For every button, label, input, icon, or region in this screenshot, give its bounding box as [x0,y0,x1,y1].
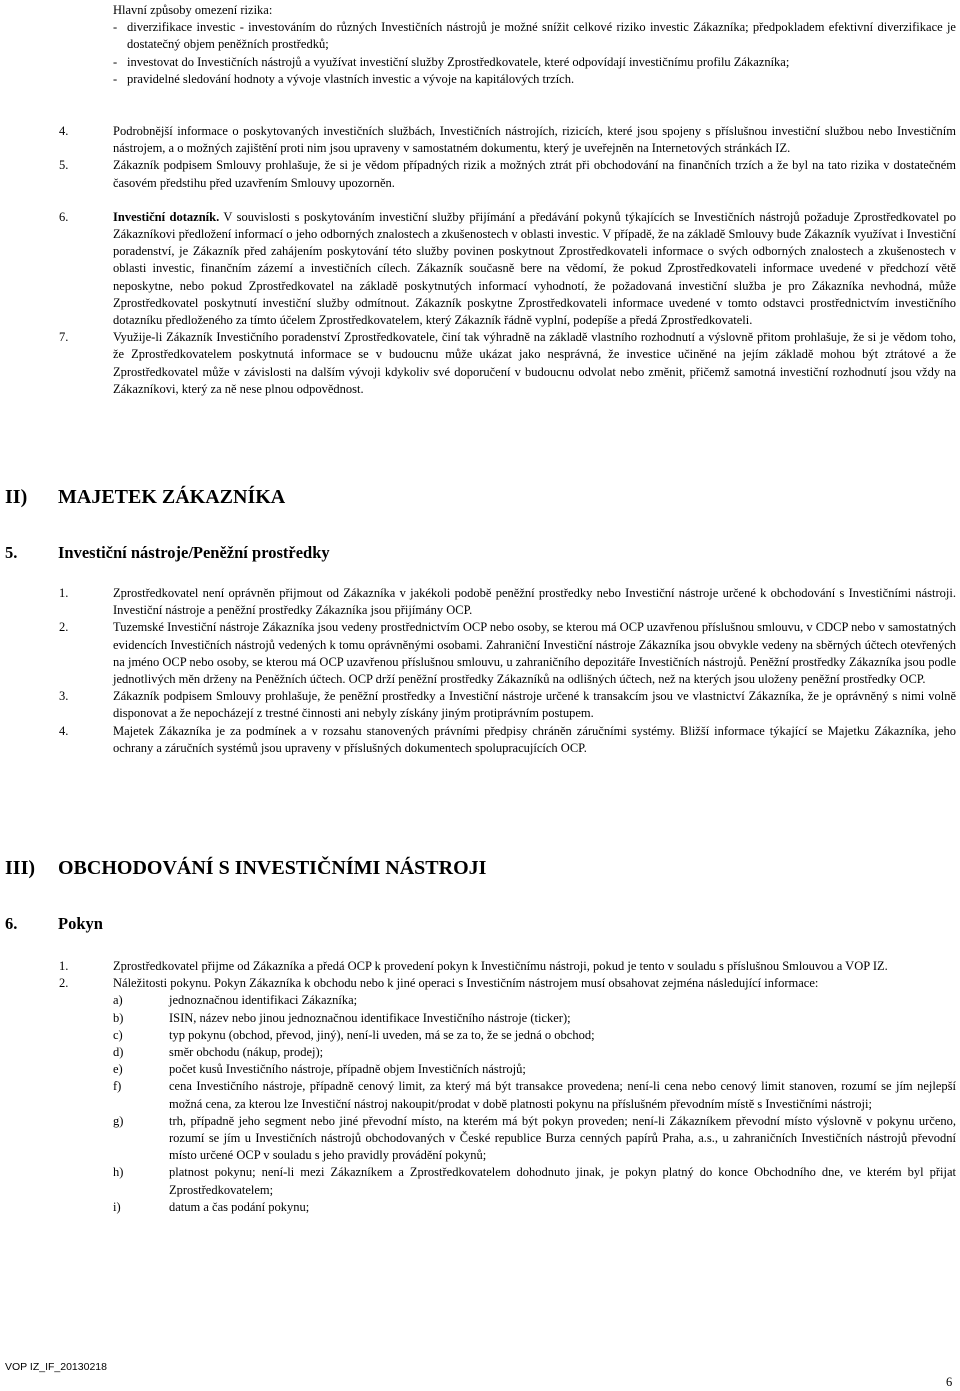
paragraph-number: 6. [59,209,69,224]
paragraph-number: 3. [59,689,69,704]
list-item [113,1010,956,1027]
paragraph-text: Tuzemské Investiční nástroje Zákazníka jsou vedeny prostřednictvím OCP nebo osoby, se kterou má OCP uzavřenou příslušnou smlouvu, v CDCP nebo v samostatných evidencích Investičních nástrojů vedených k tomu oprávněnými osobami. Zahraniční Investiční nástroje Zákazníka jsou obvykle vedeny na sběrných účtech otevřených na jméno OCP nebo osoby, se kterou má OCP uzavřenou příslušnou smlouvu, u zahraničního depozitáře Investičních nástrojů. Peněžní prostředky Zákazníka jsou podle jednotlivých měn drženy na Peněžních účtech. OCP drží peněžní prostředky Zákazníků na odlišných účtech, než na kterých jsou uloženy peněžní prostředky OCP. [113,620,956,687]
paragraph-number: 4. [59,124,69,138]
list-item [113,1027,956,1044]
paragraph-text: Využije-li Zákazník Investičního poradenství Zprostředkovatele, činí tak výhradně na základě vlastního rozhodnutí a výslovně přitom prohlašuje, že si je vědom toho, že Zprostředkovatelem poskytnutá informace se v budoucnu může ukázat jako nesprávná, že investice učiněné na jejím základě mohou být ztrátové a že Zprostředkovatel může v závislosti na dalším vývoji kdykoliv své doporučení v budoucnu odvolat nebo změnit, přičemž samotná investiční rozhodnutí jsou vždy na Zákazníkovi, který za ně nese plnou odpovědnost. [113,330,956,396]
list-item-text: typ pokynu (obchod, převod, jiný), není-li uveden, má se za to, že se jedná o obchod; [169,1027,595,1042]
dash-marker: - [113,54,118,69]
list-item-text: cena Investičního nástroje, případně cenový limit, za který má být transakce provedena; není-li cena nebo cenový limit stanoven, rozumí se jím nejlepší možná cena, za kterou lze Investiční nástroj nakoupit/prodat v době platnosti pokynu na příslušném převodním místě s Investičními nástroji; [169,1079,956,1111]
subsection-title: Investiční nástroje/Peněžní prostředky [58,543,330,562]
roman-numeral: III) [5,857,36,879]
list-item [113,1199,956,1216]
subsection-heading [5,914,103,934]
paragraph-text: Zákazník podpisem Smlouvy prohlašuje, že peněžní prostředky a Investiční nástroje určené k transakcím jsou ve vlastnictví Zákazníka, že je oprávněný s nimi volně disponovat a že nepocházejí z trestné činnosti ani nebyly získány jiným protiprávním postupem. [113,689,956,721]
numbered-paragraph [59,329,956,398]
section-title: OBCHODOVÁNÍ S INVESTIČNÍMI NÁSTROJI [58,857,487,879]
list-item-text: směr obchodu (nákup, prodej); [169,1045,324,1060]
paragraph-text [113,209,956,329]
subsection-number: 6. [5,914,18,933]
list-item-text: pravidelné sledování hodnoty a vývoje vlastních investic a vývoje na kapitálových trzích. [127,71,575,86]
list-item [113,1061,956,1078]
paragraph-text: Zákazník podpisem Smlouvy prohlašuje, že si je vědom případných rizik a možných ztrát při obchodování na finančních trzích a že byl na tato rizika v dostatečném časovém předstihu před uzavřením Smlouvy upozorněn. [113,158,956,190]
numbered-paragraph [59,209,956,329]
section-III-items [59,958,956,1216]
numbered-paragraph [59,975,956,992]
letter-marker: g) [113,1113,124,1128]
list-item-text: počet kusů Investičního nástroje, případně objem Investičních nástrojů; [169,1062,526,1077]
section-II-items [59,585,956,757]
subsection-heading [5,543,330,563]
paragraph-number: 1. [59,586,69,600]
paragraph-text: Zprostředkovatel přijme od Zákazníka a předá OCP k provedení pokyn k Investičnímu nástroji, pokud je tento v souladu s příslušnou Smlouvou a VOP IZ. [113,959,888,973]
paragraph-number: 1. [59,959,69,973]
list-item [113,992,956,1009]
list-item-text: diverzifikace investic - investováním do různých Investičních nástrojů je možné snížit celkové riziko investic Zákazníka; předpokladem efektivní diverzifikace je dostatečný objem peněžních prostředků; [127,20,956,52]
paragraph-text: Majetek Zákazníka je za podmínek a v rozsahu stanovených právními předpisy chráněn záručními systémy. Bližší informace týkající se Majetku Zákazníka, jeho ochrany a záručních systémů jsou upraveny v příslušných dokumentech spolupracujících OCP. [113,723,956,755]
page-number: 6 [946,1375,953,1389]
list-item [113,1164,956,1198]
list-item-text: platnost pokynu; není-li mezi Zákazníkem a Zprostředkovatelem dohodnuto jinak, je pokyn platný do konce Obchodního dne, ve kterém byl přijat Zprostředkovatelem; [169,1165,956,1197]
list-item [113,71,956,88]
list-item-text: datum a čas podání pokynu; [169,1199,310,1214]
section-heading [5,485,285,509]
risk-block [113,2,956,88]
roman-numeral: II) [5,486,28,508]
numbered-paragraph [59,958,956,975]
paragraph-bold-lead: Investiční dotazník. [113,209,220,224]
paragraph-body: V souvislosti s poskytováním investiční služby přijímání a předávání pokynů týkajících se Investičních nástrojů požaduje Zprostředkovatel po Zákazníkovi předložení informací o jeho odborných znalostech a zkušenostech v oblasti investic. V případě, že na základě Smlouvy bude Zákazník využívat i Investiční poradenství, je Zákazník před zahájením poskytování této služby povinen poskytnout Zprostředkovateli informace o svých odborných znalostech a zkušenostech v oblasti investic, finančním zázemí a investičních cílech. Zákazník současně bere na vědomí, že pokud Zprostředkovateli informace uvedené v předchozí větě neposkytne, nebo pokud Zprostředkovatel na základě poskytnutých informací vyhodnotí, že požadovaná investiční služba je pro Zákazníka nevhodná, může Zprostředkovatel poskytnutí investiční služby odmítnout. Zákazník poskytne Zprostředkovateli informace uvedené v tomto odstavci prostřednictvím investičního dotazníku předloženého za tímto účelem Zprostředkovatelem, který Zákazník řádně vyplní, podepíše a předá Zprostředkovateli. [113,209,956,328]
paragraph-text: Zprostředkovatel není oprávněn přijmout od Zákazníka v jakékoli podobě peněžní prostředky nebo Investiční nástroje určené k obchodování s Investičními nástroji. Investiční nástroje a peněžní prostředky Zákazníka jsou přijímány OCP. [113,586,956,618]
list-item-text: trh, případně jeho segment nebo jiné převodní místo, na kterém má být pokyn proveden; není-li Zákazníkem převodní místo výslovně v pokynu určeno, rozumí se jím u Investičních nástrojů obchodovaných v České republice Burza cenných papírů Praha, a.s., u zahraničních Investičních nástrojů převodní místo určené OCP v souladu s jeho pravidly provádění pokynů; [169,1113,956,1163]
letter-marker: e) [113,1062,123,1077]
list-item [113,1078,956,1112]
list-item [113,54,956,71]
list-item-text: ISIN, název nebo jinou jednoznačnou identifikace Investičního nástroje (ticker); [169,1010,571,1025]
risk-heading: Hlavní způsoby omezení rizika: [113,3,273,17]
list-item [113,1113,956,1165]
numbered-paragraph [59,585,956,619]
paragraph-text: Náležitosti pokynu. Pokyn Zákazníka k obchodu nebo k jiné operaci s Investičním nástrojem musí obsahovat zejména následující informace: [113,976,819,991]
list-item-text: jednoznačnou identifikaci Zákazníka; [169,993,358,1008]
letter-marker: b) [113,1010,124,1025]
letter-marker: f) [113,1079,122,1094]
dash-marker: - [113,71,118,86]
numbered-paragraph [59,619,956,688]
numbered-paragraph [59,123,956,157]
section-I-items [59,123,956,398]
letter-list [59,992,956,1216]
list-item [113,19,956,53]
letter-marker: h) [113,1165,124,1180]
letter-marker: a) [113,993,123,1008]
letter-marker: i) [113,1199,121,1214]
dash-marker: - [113,20,118,35]
subsection-title: Pokyn [58,914,103,933]
paragraph-number: 2. [59,976,69,991]
paragraph-number: 5. [59,158,69,173]
paragraph-number: 2. [59,620,69,635]
letter-marker: d) [113,1045,124,1060]
paragraph-text: Podrobnější informace o poskytovaných investičních službách, Investičních nástrojích, rizicích, které jsou spojeny s příslušnou investiční službou nebo Investičním nástrojem, a o možných zajištění proti nim jsou upraveny v samostatném dokumentu, který je uveřejněn na Internetových stránkách IZ. [113,124,956,156]
paragraph-number: 7. [59,330,69,345]
list-item [113,1044,956,1061]
numbered-paragraph [59,723,956,757]
paragraph-number: 4. [59,723,69,738]
section-heading [5,856,486,880]
numbered-paragraph [59,157,956,191]
subsection-number: 5. [5,543,18,562]
numbered-paragraph [59,688,956,722]
list-item-text: investovat do Investičních nástrojů a využívat investiční služby Zprostředkovatele, které odpovídají investičnímu profilu Zákazníka; [127,54,790,69]
letter-marker: c) [113,1027,123,1042]
document-code: VOP IZ_IF_20130218 [5,1361,107,1373]
section-title: MAJETEK ZÁKAZNÍKA [58,486,286,508]
